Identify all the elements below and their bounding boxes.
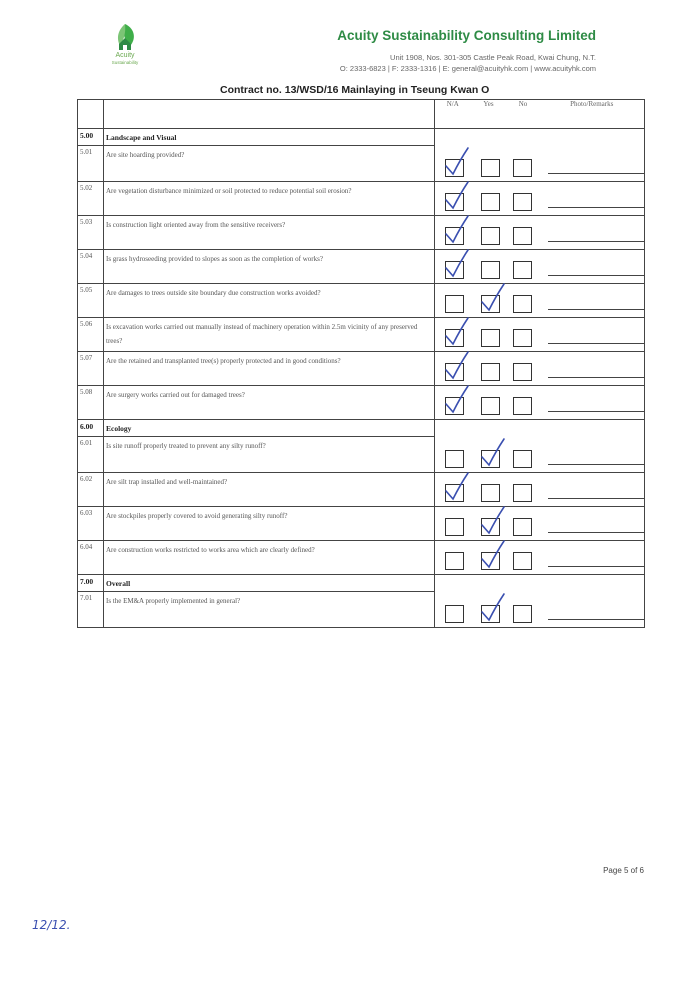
yes-cell [471,284,507,318]
na-checkbox[interactable] [445,261,464,279]
yes-checkbox[interactable] [481,227,500,245]
remarks-cell[interactable] [540,386,645,420]
no-checkbox[interactable] [513,227,532,245]
remarks-cell[interactable] [540,352,645,386]
section-spacer [540,420,645,437]
na-checkbox[interactable] [445,193,464,211]
no-cell [507,437,540,473]
checkmark-icon [442,350,472,384]
na-checkbox[interactable] [445,552,464,570]
section-spacer [507,129,540,146]
company-address-block [340,52,596,74]
yes-cell [471,216,507,250]
header-remarks: Photo/Remarks [540,100,645,129]
checkmark-icon [442,180,472,214]
section-spacer [540,575,645,592]
company-address: Unit 1908, Nos. 301-305 Castle Peak Road, Kwai Chung, N.T. [390,53,596,62]
no-cell [507,318,540,352]
yes-cell [471,182,507,216]
item-number: 5.06 [78,318,104,352]
na-checkbox[interactable] [445,397,464,415]
yes-cell [471,250,507,284]
no-checkbox[interactable] [513,605,532,623]
checklist-table [77,99,645,628]
section-spacer [540,129,645,146]
item-question: Are silt trap installed and well-maintained? [104,473,435,507]
yes-cell [471,318,507,352]
remarks-line [548,241,645,242]
company-name: Acuity Sustainability Consulting Limited [337,28,596,43]
yes-cell [471,473,507,507]
header-row [78,100,645,129]
checklist-item-row [78,318,645,352]
item-question: Is excavation works carried out manually instead of machinery operation within 2.5m vicinity of any preserved trees? [104,318,435,352]
no-cell [507,541,540,575]
yes-checkbox[interactable] [481,397,500,415]
item-number: 6.01 [78,437,104,473]
no-checkbox[interactable] [513,261,532,279]
no-checkbox[interactable] [513,450,532,468]
no-checkbox[interactable] [513,295,532,313]
no-cell [507,352,540,386]
header-no: No [507,100,540,129]
section-row [78,129,645,146]
no-checkbox[interactable] [513,363,532,381]
checkmark-icon [442,146,472,180]
no-checkbox[interactable] [513,193,532,211]
item-number: 5.03 [78,216,104,250]
na-cell [435,507,471,541]
na-checkbox[interactable] [445,329,464,347]
na-checkbox[interactable] [445,484,464,502]
checklist-item-row [78,507,645,541]
section-title: Ecology [104,420,435,437]
item-question: Is site runoff properly treated to prevent any silty runoff? [104,437,435,473]
na-checkbox[interactable] [445,605,464,623]
no-cell [507,182,540,216]
remarks-cell[interactable] [540,182,645,216]
item-question: Are surgery works carried out for damaged trees? [104,386,435,420]
remarks-cell[interactable] [540,507,645,541]
checklist-item-row [78,437,645,473]
na-cell [435,386,471,420]
no-cell [507,216,540,250]
no-checkbox[interactable] [513,329,532,347]
item-question: Is construction light oriented away from the sensitive receivers? [104,216,435,250]
na-cell [435,216,471,250]
no-cell [507,250,540,284]
checkmark-icon [478,539,508,573]
remarks-cell[interactable] [540,541,645,575]
na-cell [435,284,471,318]
na-cell [435,352,471,386]
section-spacer [471,129,507,146]
leaf-house-icon [110,22,140,52]
yes-checkbox[interactable] [481,518,500,536]
item-question: Is the EM&A properly implemented in general? [104,592,435,628]
contract-title: Contract no. 13/WSD/16 Mainlaying in Tseung Kwan O [220,84,490,96]
na-cell [435,250,471,284]
section-spacer [435,575,471,592]
na-cell [435,541,471,575]
remarks-cell[interactable] [540,437,645,473]
remarks-cell[interactable] [540,250,645,284]
yes-checkbox[interactable] [481,295,500,313]
yes-cell [471,437,507,473]
checkmark-icon [478,592,508,626]
na-checkbox[interactable] [445,295,464,313]
remarks-line [548,207,645,208]
item-question: Are construction works restricted to works area which are clearly defined? [104,541,435,575]
yes-checkbox[interactable] [481,450,500,468]
checklist-item-row [78,592,645,628]
item-number: 5.08 [78,386,104,420]
section-number: 6.00 [78,420,104,437]
yes-checkbox[interactable] [481,193,500,211]
na-cell [435,592,471,628]
remarks-line [548,343,645,344]
company-logo [100,22,150,78]
yes-cell [471,541,507,575]
checklist-item-row [78,146,645,182]
remarks-line [548,619,645,620]
na-checkbox[interactable] [445,450,464,468]
yes-checkbox[interactable] [481,159,500,177]
section-number: 5.00 [78,129,104,146]
header-question [104,100,435,129]
yes-cell [471,386,507,420]
no-cell [507,473,540,507]
item-number: 5.04 [78,250,104,284]
no-checkbox[interactable] [513,159,532,177]
section-spacer [507,420,540,437]
remarks-line [548,377,645,378]
checklist-item-row [78,541,645,575]
na-cell [435,318,471,352]
na-cell [435,182,471,216]
checkmark-icon [478,505,508,539]
item-question: Are vegetation disturbance minimized or soil protected to reduce potential soil erosion? [104,182,435,216]
company-contact: O: 2333-6823 | F: 2333-1316 | E: general@acuityhk.com | www.acuityhk.com [339,64,596,73]
item-number: 6.03 [78,507,104,541]
checklist-item-row [78,284,645,318]
checkmark-icon [442,384,472,418]
remarks-cell[interactable] [540,216,645,250]
na-cell [435,146,471,182]
no-cell [507,284,540,318]
header-num [78,100,104,129]
remarks-line [548,411,645,412]
na-cell [435,437,471,473]
section-spacer [435,129,471,146]
handwritten-date: 12/12. [32,918,71,932]
section-spacer [507,575,540,592]
remarks-cell[interactable] [540,284,645,318]
yes-cell [471,146,507,182]
item-number: 6.04 [78,541,104,575]
remarks-cell[interactable] [540,146,645,182]
remarks-cell[interactable] [540,318,645,352]
checklist-item-row [78,473,645,507]
yes-checkbox[interactable] [481,363,500,381]
na-cell [435,473,471,507]
checkmark-icon [442,214,472,248]
remarks-line [548,464,645,465]
checkmark-icon [442,471,472,505]
remarks-line [548,173,645,174]
item-number: 7.01 [78,592,104,628]
no-cell [507,507,540,541]
item-number: 6.02 [78,473,104,507]
checkmark-icon [442,316,472,350]
page-number: Page 5 of 6 [603,866,644,875]
checklist-item-row [78,182,645,216]
checklist-item-row [78,386,645,420]
no-cell [507,592,540,628]
no-cell [507,146,540,182]
no-checkbox[interactable] [513,397,532,415]
yes-checkbox[interactable] [481,552,500,570]
na-checkbox[interactable] [445,518,464,536]
section-row [78,575,645,592]
item-question: Are stockpiles properly covered to avoid generating silty runoff? [104,507,435,541]
item-question: Are site hoarding provided? [104,146,435,182]
checkmark-icon [478,437,508,471]
checkmark-icon [478,282,508,316]
checkmark-icon [442,248,472,282]
remarks-line [548,309,645,310]
section-spacer [471,575,507,592]
checklist-item-row [78,352,645,386]
item-number: 5.05 [78,284,104,318]
remarks-cell[interactable] [540,592,645,628]
item-question: Is grass hydroseeding provided to slopes as soon as the completion of works? [104,250,435,284]
section-spacer [435,420,471,437]
yes-checkbox[interactable] [481,605,500,623]
yes-cell [471,507,507,541]
yes-checkbox[interactable] [481,484,500,502]
section-number: 7.00 [78,575,104,592]
item-number: 5.07 [78,352,104,386]
section-title: Landscape and Visual [104,129,435,146]
yes-checkbox[interactable] [481,261,500,279]
remarks-line [548,275,645,276]
yes-checkbox[interactable] [481,329,500,347]
checklist-item-row [78,216,645,250]
na-checkbox[interactable] [445,227,464,245]
no-checkbox[interactable] [513,484,532,502]
yes-cell [471,592,507,628]
section-spacer [471,420,507,437]
remarks-line [548,498,645,499]
item-question: Are the retained and transplanted tree(s) properly protected and in good conditions? [104,352,435,386]
remarks-cell[interactable] [540,473,645,507]
remarks-line [548,566,645,567]
logo-subtitle: Sustainability [111,60,139,65]
item-question: Are damages to trees outside site boundary due construction works avoided? [104,284,435,318]
item-number: 5.01 [78,146,104,182]
checklist-item-row [78,250,645,284]
no-cell [507,386,540,420]
header-yes: Yes [471,100,507,129]
section-row [78,420,645,437]
na-checkbox[interactable] [445,159,464,177]
no-checkbox[interactable] [513,518,532,536]
na-checkbox[interactable] [445,363,464,381]
section-title: Overall [104,575,435,592]
letterhead [0,0,692,80]
logo-name: Acuity [115,52,135,59]
yes-cell [471,352,507,386]
item-number: 5.02 [78,182,104,216]
header-na: N/A [435,100,471,129]
no-checkbox[interactable] [513,552,532,570]
remarks-line [548,532,645,533]
